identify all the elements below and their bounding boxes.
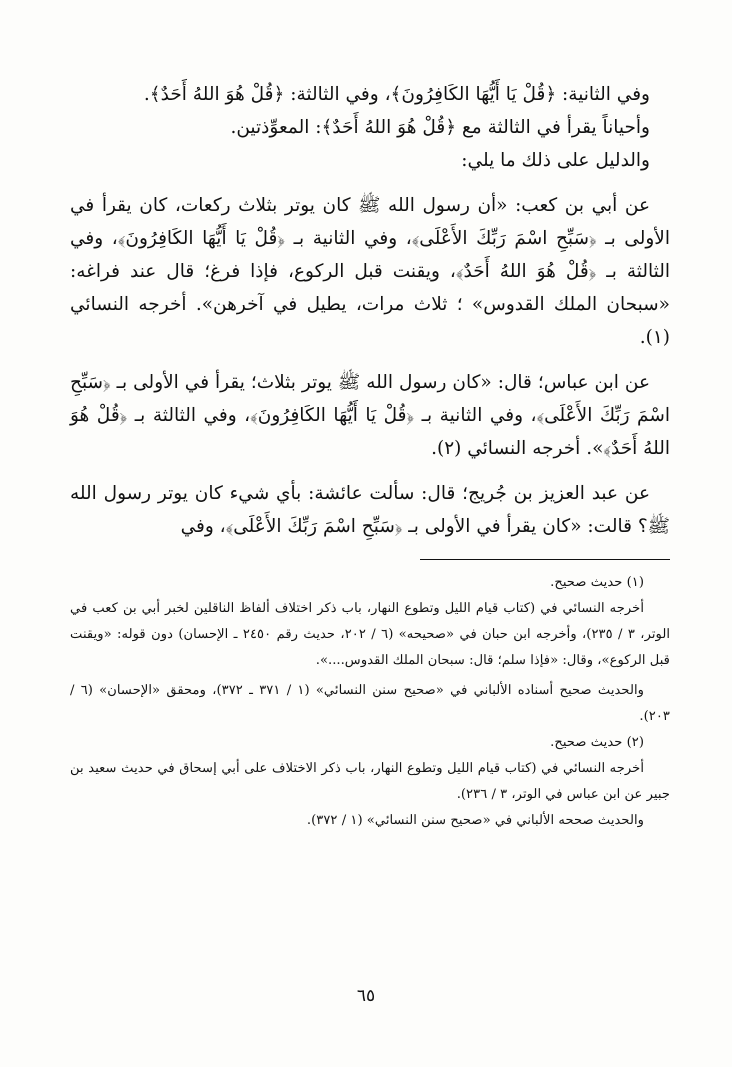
footnote-text: والحديث صحيح أسناده الألباني في «صحيح سنن النسائي» (١ / ٣٧١ ـ ٣٧٢)، ومحقق «الإحسان» (٦ / ٢٠٣).	[70, 683, 670, 724]
footnote-heading: (٢) حديث صحيح.	[550, 735, 644, 750]
main-paragraph: وفي الثانية: ﴿قُلْ يَا أَيُّهَا الكَافِرُونَ﴾، وفي الثالثة: ﴿قُلْ هُوَ اللهُ أَحَدٌ﴾.	[143, 84, 650, 105]
main-paragraph: عن أبي بن كعب: «أن رسول الله ﷺ كان يوتر بثلاث ركعات، كان يقرأ في الأولى بـ ﴿سَبِّحِ اسْمَ رَبِّكَ الأَعْلَى﴾، وفي الثانية بـ ﴿قُلْ يَا أَيُّهَا الكَافِرُونَ﴾، وفي الثالثة بـ ﴿قُلْ هُوَ اللهُ أَحَدٌ﴾، ويقنت قبل الركوع، فإذا فرغ؛ قال عند فراغه: «سبحان الملك القدوس» ؛ ثلاث مرات، يطيل في آخرهن». أخرجه النسائي (١).	[70, 195, 670, 348]
footnote-separator	[420, 559, 670, 560]
footnotes	[70, 570, 670, 834]
main-paragraph: والدليل على ذلك ما يلي:	[461, 150, 650, 171]
footnote-text: أخرجه النسائي في (كتاب قيام الليل وتطوع النهار، باب ذكر اختلاف ألفاظ الناقلين لخبر أبي بن كعب في الوتر، ٣ / ٢٣٥)، وأخرجه ابن حبان في «صحيحه» (٦ / ٢٠٢، حديث رقم ٢٤٥٠ ـ الإحسان) دون قوله: «ويقنت قبل الركوع»، وقال: «فإذا سلم؛ قال: سبحان الملك القدوس....».	[70, 601, 671, 668]
footnote-heading: (١) حديث صحيح.	[550, 575, 644, 590]
main-paragraph: عن عبد العزيز بن جُريج؛ قال: سألت عائشة: بأي شيء كان يوتر رسول الله ﷺ؟ قالت: «كان يقرأ في الأولى بـ ﴿سَبِّحِ اسْمَ رَبِّكَ الأَعْلَى﴾، وفي	[70, 483, 670, 537]
main-paragraph: عن ابن عباس؛ قال: «كان رسول الله ﷺ يوتر بثلاث؛ يقرأ في الأولى بـ ﴿سَبِّحِ اسْمَ رَبِّكَ الأَعْلَى﴾، وفي الثانية بـ ﴿قُلْ يَا أَيُّهَا الكَافِرُونَ﴾، وفي الثالثة بـ ﴿قُلْ هُوَ اللهُ أَحَدٌ﴾». أخرجه النسائي (٢).	[70, 372, 670, 459]
main-text	[70, 78, 670, 543]
page-number: ٦٥	[356, 986, 376, 1006]
main-paragraph: وأحياناً يقرأ في الثالثة مع ﴿قُلْ هُوَ اللهُ أَحَدٌ﴾: المعوِّذتين.	[230, 117, 650, 138]
footnote-text: والحديث صححه الألباني في «صحيح سنن النسائي» (١ / ٣٧٢).	[306, 813, 644, 828]
footnote-text: أخرجه النسائي في (كتاب قيام الليل وتطوع النهار، باب ذكر الاختلاف على أبي إسحاق في حديث سعيد بن جبير عن ابن عباس في الوتر، ٣ / ٢٣٦).	[70, 761, 670, 802]
